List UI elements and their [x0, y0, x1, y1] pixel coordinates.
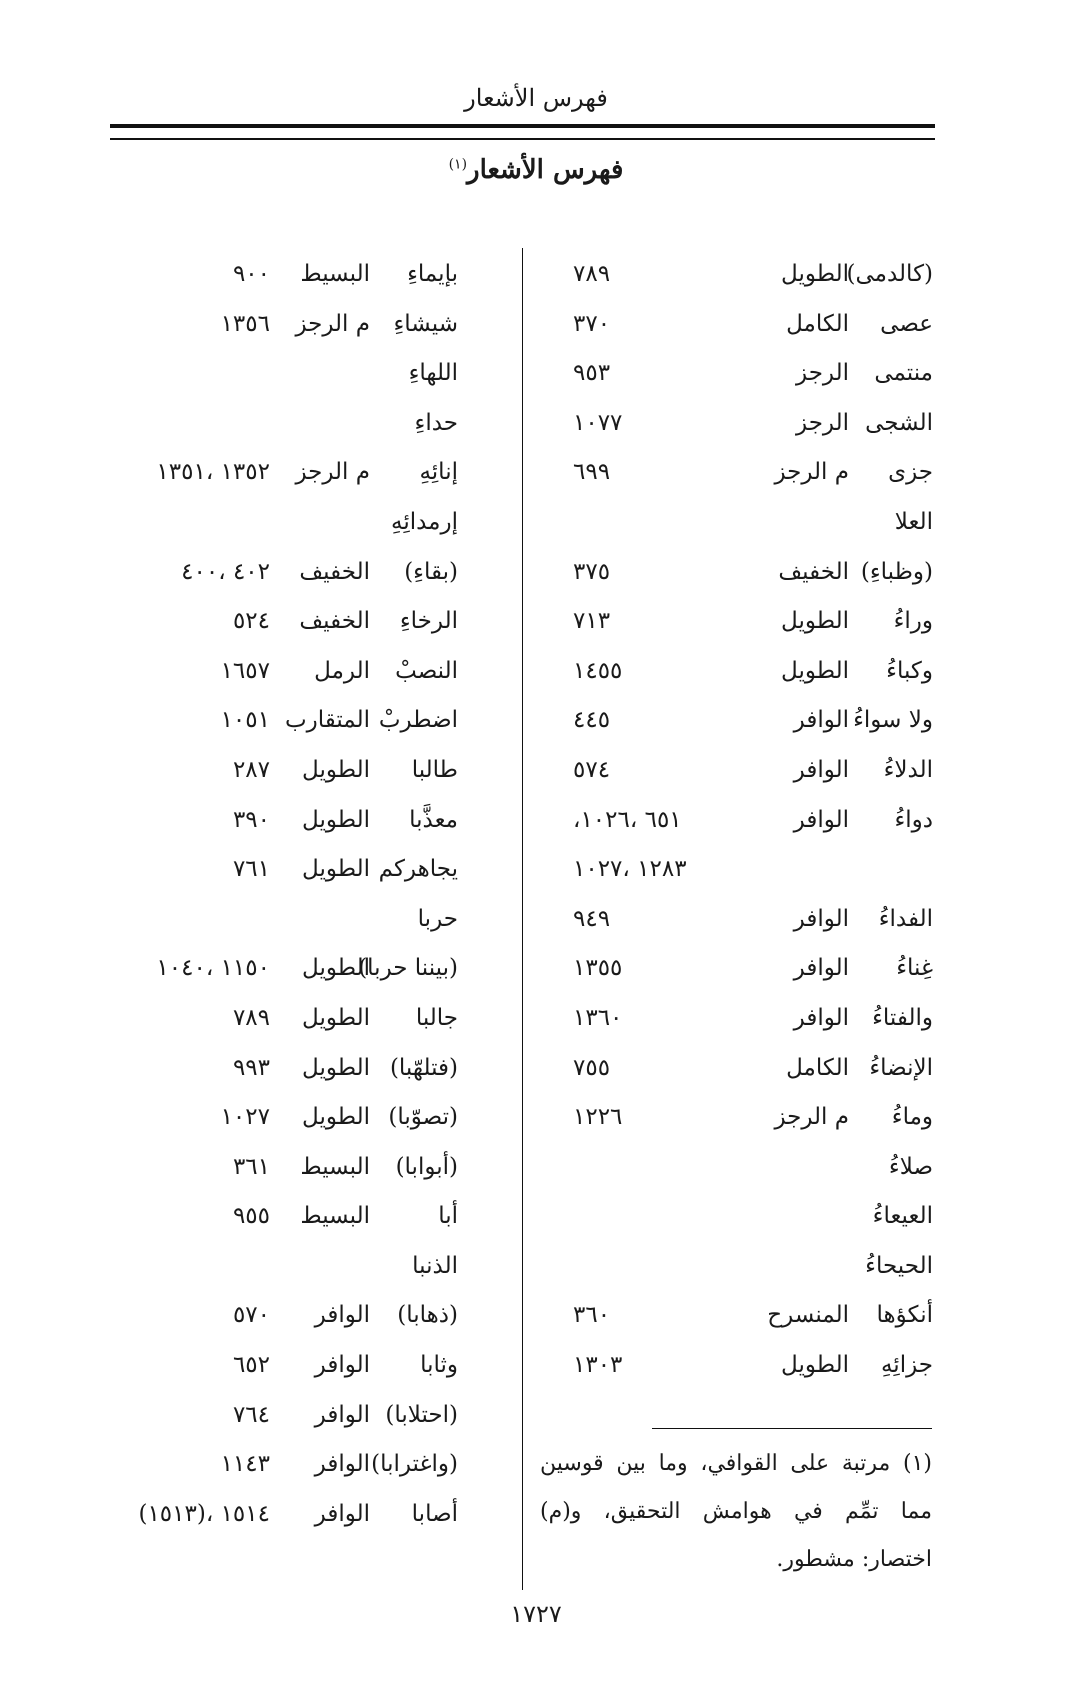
- entry-pages: ١٣٥٢ ،١٣٥١: [156, 459, 270, 486]
- entry-meter: البسيط: [300, 1153, 370, 1180]
- entry-meter: الوافر: [314, 1500, 370, 1527]
- entry-word: وثابا: [420, 1352, 458, 1379]
- entry-meter: الوافر: [793, 955, 849, 982]
- entry-meter: الوافر: [793, 905, 849, 932]
- entry-meter: الخفيف: [299, 608, 370, 635]
- entry-pages: ٧١٣: [573, 608, 611, 635]
- entry-meter: الخفيف: [299, 558, 370, 585]
- entry-meter: الطويل: [781, 608, 849, 635]
- index-entry-left: [110, 1291, 510, 1341]
- entry-pages: ٣٧٠: [573, 310, 611, 337]
- entry-pages: ٥٧٤: [573, 756, 611, 783]
- index-entry-right: [525, 895, 945, 945]
- index-entry-right: [525, 448, 945, 498]
- entry-pages: ١٣٥٦: [220, 310, 270, 337]
- index-entry-left: [110, 349, 510, 399]
- entry-word: حربا: [417, 905, 458, 932]
- entry-word: الدلاءُ: [883, 756, 933, 783]
- entry-word: بإيماءِ: [407, 261, 458, 287]
- entry-pages: ٣٩٠: [232, 806, 270, 833]
- entry-word: أبا: [438, 1203, 458, 1230]
- footnote: (١) مرتبة على القوافي، وما بين قوسين مما تمِّم في هوامش التحقيق، و(م) اختصار: مشطور.: [540, 1451, 932, 1572]
- entry-word: والفتاءُ: [872, 1004, 933, 1031]
- entry-meter: الرمل: [314, 657, 370, 684]
- index-entry-right: [525, 696, 945, 746]
- footnote-mark: (١): [448, 156, 468, 173]
- entry-pages: ٣٧٥: [573, 558, 611, 585]
- index-entry-left: [110, 647, 510, 697]
- index-entry-right: [525, 250, 945, 300]
- entry-word: النصبْ: [395, 657, 458, 684]
- index-entry-left: [110, 498, 510, 548]
- entry-pages: ١٢٨٣ ،١٠٢٧: [573, 856, 687, 883]
- entry-word: جزائِهِ: [880, 1352, 933, 1379]
- index-entry-left: [110, 845, 510, 895]
- entry-pages: ١٢٢٦: [573, 1104, 623, 1131]
- entry-word: (بقاءِ): [404, 558, 458, 585]
- header-rule-thick: [110, 124, 935, 128]
- entry-pages: ٩٥٥: [232, 1203, 270, 1230]
- entry-pages: ٢٨٧: [232, 756, 270, 783]
- index-entry-right: [525, 647, 945, 697]
- index-entry-left: [110, 1440, 510, 1490]
- entry-meter: الطويل: [781, 1352, 849, 1379]
- entry-meter: م الرجز: [295, 459, 370, 486]
- entry-meter: الوافر: [314, 1401, 370, 1428]
- entry-word: وكباءُ: [886, 657, 933, 684]
- entry-pages: ١١٥٠ ،١٠٤٠: [156, 955, 270, 982]
- entry-word: (واغترابا): [371, 1451, 458, 1478]
- entry-pages: ١٥١٤ ،(١٥١٣): [138, 1500, 270, 1527]
- entry-word: الإنضاءُ: [869, 1054, 933, 1081]
- entry-meter: الطويل: [302, 856, 370, 883]
- index-entry-left: [110, 300, 510, 350]
- entry-meter: م الرجز: [774, 459, 849, 486]
- entry-pages: ١٦٥٧: [220, 657, 270, 684]
- index-entry-right: [525, 597, 945, 647]
- index-entry-left: [110, 597, 510, 647]
- entry-word: معذَّبا: [409, 806, 458, 833]
- entry-pages: ٤٠٢ ،٤٠٠: [181, 558, 270, 585]
- index-entry-right: [525, 349, 945, 399]
- index-entry-right: [525, 845, 945, 895]
- page-number: ١٧٢٧: [510, 1600, 562, 1628]
- index-entry-right: [525, 746, 945, 796]
- entry-meter: م الرجز: [295, 310, 370, 337]
- index-entry-left: [110, 250, 510, 300]
- entry-meter: الكامل: [786, 310, 849, 337]
- index-entry-left: [110, 994, 510, 1044]
- index-entry-left: [110, 1192, 510, 1242]
- entry-word: (كالدمى): [846, 261, 933, 287]
- index-entry-left: [110, 1391, 510, 1441]
- entry-word: (فتلهّبا): [389, 1054, 458, 1081]
- entry-word: الفداءُ: [878, 905, 933, 932]
- entry-meter: الوافر: [314, 1451, 370, 1478]
- entry-pages: ٩٩٣: [232, 1054, 270, 1081]
- index-entry-right: [525, 1143, 945, 1193]
- entry-meter: البسيط: [300, 261, 370, 287]
- index-entry-right: [525, 796, 945, 846]
- entry-word: وماءُ: [891, 1104, 933, 1131]
- entry-pages: ٩٥٣: [573, 360, 611, 387]
- index-entry-left: [110, 944, 510, 994]
- entry-pages: ١٠٢٧: [220, 1104, 270, 1131]
- index-entry-right: [525, 1341, 945, 1391]
- entry-word: إنائِهِ: [419, 459, 458, 486]
- entry-pages: ١٣٦٠: [573, 1004, 623, 1031]
- index-entry-left: [110, 696, 510, 746]
- entry-meter: الرجز: [796, 360, 849, 387]
- entry-meter: الطويل: [302, 1054, 370, 1081]
- entry-meter: الطويل: [781, 261, 849, 287]
- entry-word: العيعاءُ: [872, 1203, 933, 1230]
- entry-word: ولا سواءُ: [853, 707, 933, 734]
- index-entry-right: [525, 1192, 945, 1242]
- entry-meter: الكامل: [786, 1054, 849, 1081]
- entry-pages: ٧٦٤: [232, 1401, 270, 1428]
- index-entry-left: [110, 1143, 510, 1193]
- entry-meter: البسيط: [300, 1203, 370, 1230]
- entry-pages: ٧٥٥: [573, 1054, 611, 1081]
- entry-pages: ٦٩٩: [573, 459, 611, 486]
- entry-meter: الوافر: [314, 1302, 370, 1329]
- index-entry-right: [525, 1093, 945, 1143]
- entry-pages: ٧٨٩: [232, 1004, 270, 1031]
- entry-word: غِناءُ: [896, 955, 933, 982]
- entry-meter: الوافر: [314, 1352, 370, 1379]
- index-entry-right: [525, 994, 945, 1044]
- index-title-text: فهرس الأشعار: [467, 155, 624, 185]
- entry-word: الشجى: [865, 409, 933, 436]
- entry-word: (تصوّبا): [388, 1104, 458, 1131]
- index-title: [0, 155, 1072, 185]
- index-entry-left: [110, 796, 510, 846]
- entry-word: أنكؤها: [876, 1302, 933, 1329]
- entry-meter: المتقارب: [284, 707, 370, 734]
- entry-meter: الوافر: [793, 707, 849, 734]
- index-entry-right: [525, 1044, 945, 1094]
- index-entry-left: [110, 399, 510, 449]
- index-entry-left: [110, 1242, 510, 1292]
- entry-pages: ١٣٠٣: [573, 1352, 623, 1379]
- entry-meter: م الرجز: [774, 1104, 849, 1131]
- entry-word: دواءُ: [894, 806, 933, 833]
- index-entry-left: [110, 548, 510, 598]
- entry-word: إرمدائِهِ: [390, 508, 458, 535]
- entry-word: منتمى: [874, 360, 933, 387]
- entry-word: (بيننا حربا): [358, 955, 458, 982]
- index-entry-left: [110, 1341, 510, 1391]
- entry-meter: الوافر: [793, 756, 849, 783]
- entry-word: وراءُ: [893, 608, 933, 635]
- entry-word: أصابا: [411, 1500, 458, 1527]
- entry-word: اضطربْ: [378, 707, 458, 734]
- entry-pages: ٥٢٤: [232, 608, 270, 635]
- index-entry-right: [525, 399, 945, 449]
- entry-word: حداءِ: [414, 409, 458, 436]
- entry-meter: الطويل: [302, 806, 370, 833]
- index-entry-left: [110, 746, 510, 796]
- entry-pages: ١٠٥١: [220, 707, 270, 734]
- entry-meter: الطويل: [302, 955, 370, 982]
- entry-word: صلاءُ: [888, 1153, 933, 1180]
- left-column: [110, 250, 510, 1539]
- entry-pages: ٣٦٠: [573, 1302, 611, 1329]
- entry-word: (ذهابا): [397, 1302, 458, 1329]
- entry-meter: الوافر: [793, 1004, 849, 1031]
- index-entry-left: [110, 1490, 510, 1540]
- entry-meter: الوافر: [793, 806, 849, 833]
- entry-meter: الخفيف: [778, 558, 849, 585]
- footnote-rule: [652, 1428, 932, 1429]
- entry-meter: الطويل: [302, 1104, 370, 1131]
- running-header: فهرس الأشعار: [464, 84, 608, 112]
- entry-word: جالبا: [415, 1004, 458, 1031]
- header-rule-thin: [110, 138, 935, 140]
- index-entry-right: [525, 498, 945, 548]
- entry-word: طالبا: [411, 756, 458, 783]
- right-column: [525, 250, 945, 1391]
- entry-word: الرخاءِ: [399, 608, 458, 635]
- index-entry-right: [525, 944, 945, 994]
- entry-word: (وظباءِ): [860, 558, 933, 585]
- index-entry-right: [525, 548, 945, 598]
- entry-pages: ٧٨٩: [573, 261, 611, 287]
- entry-word: العلا: [894, 508, 933, 535]
- entry-meter: المنسرح: [767, 1302, 849, 1329]
- entry-word: يجاهركم: [378, 856, 458, 883]
- entry-word: (أبوابا): [395, 1153, 458, 1180]
- entry-pages: ٩٠٠: [232, 261, 270, 287]
- entry-pages: ١٣٥٥: [573, 955, 623, 982]
- entry-word: الحيحاءُ: [865, 1252, 933, 1279]
- entry-word: الذنبا: [412, 1252, 458, 1279]
- entry-word: شيشاءِ: [393, 310, 458, 337]
- column-divider: [522, 248, 523, 1590]
- index-entry-right: [525, 1291, 945, 1341]
- index-entry-left: [110, 1093, 510, 1143]
- entry-pages: ٧٦١: [232, 856, 270, 883]
- entry-pages: ٤٤٥: [573, 707, 611, 734]
- entry-pages: ١١٤٣: [220, 1451, 270, 1478]
- entry-pages: ٦٥٢: [232, 1352, 270, 1379]
- entry-pages: ١٠٧٧: [573, 409, 623, 436]
- index-entry-left: [110, 1044, 510, 1094]
- entry-meter: الطويل: [302, 1004, 370, 1031]
- entry-meter: الطويل: [302, 756, 370, 783]
- index-entry-right: [525, 300, 945, 350]
- entry-word: جزى: [888, 459, 933, 486]
- entry-pages: ٣٦١: [232, 1153, 270, 1180]
- entry-pages: ،٦٥١ ،١٠٢٦: [573, 806, 682, 833]
- entry-meter: الطويل: [781, 657, 849, 684]
- index-entry-right: [525, 1242, 945, 1292]
- index-entry-left: [110, 448, 510, 498]
- entry-word: (احتلابا): [385, 1401, 458, 1428]
- entry-pages: ٥٧٠: [232, 1302, 270, 1329]
- entry-pages: ١٤٥٥: [573, 657, 623, 684]
- entry-meter: الرجز: [796, 409, 849, 436]
- index-entry-left: [110, 895, 510, 945]
- entry-pages: ٩٤٩: [573, 905, 611, 932]
- entry-word: عصى: [880, 310, 933, 337]
- entry-word: اللهاءِ: [408, 360, 458, 387]
